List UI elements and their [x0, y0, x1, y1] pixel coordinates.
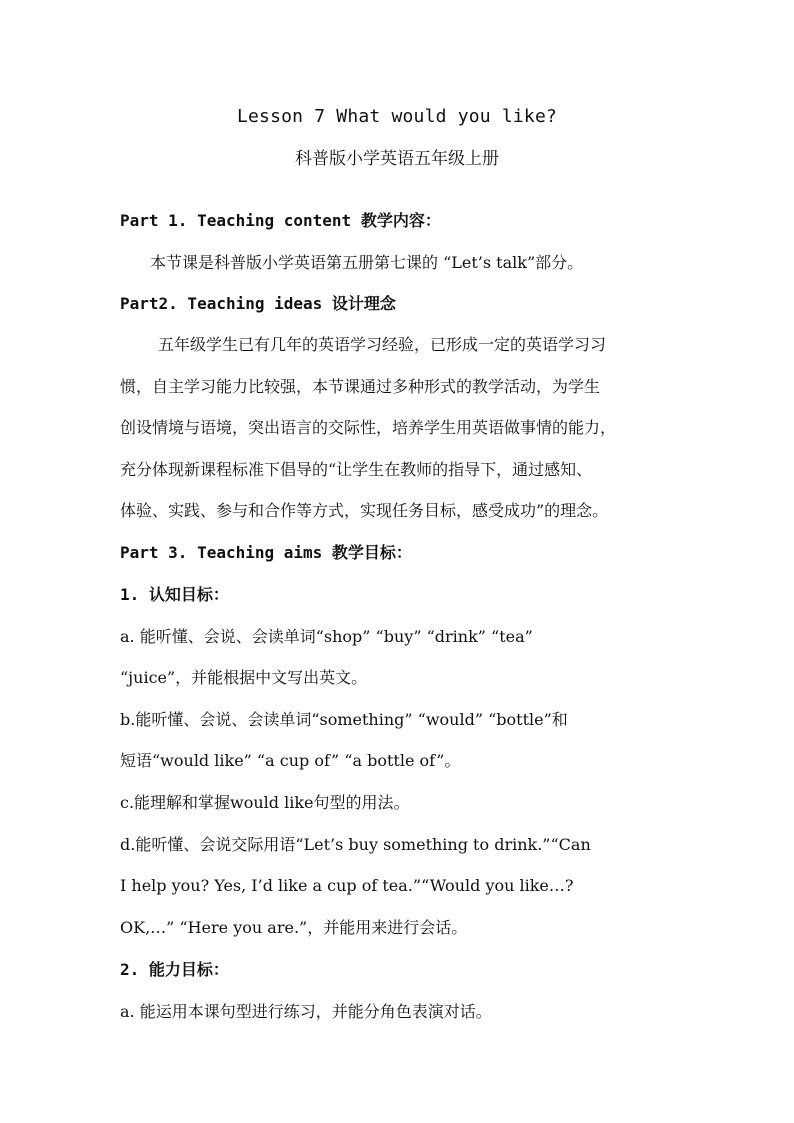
goal-a-line: “juice”，并能根据中文写出英文。	[120, 668, 368, 687]
goal-d-line: d.能听懂、会说交际用语“Let’s buy something to drink.”“Can	[120, 835, 591, 854]
part1-text: 本节课是科普版小学英语第五册第七课的 “Let’s talk”部分。	[150, 253, 584, 272]
part2-paragraph-line: 惯，自主学习能力比较强，本节课通过多种形式的教学活动，为学生	[120, 377, 601, 396]
part2-paragraph-line: 创设情境与语境，突出语言的交际性，培养学生用英语做事情的能力，	[120, 418, 617, 437]
ability-goal-a-line: a. 能运用本课句型进行练习，并能分角色表演对话。	[120, 1002, 492, 1021]
ability-goals-heading: 2. 能力目标：	[120, 960, 229, 979]
goal-d-line: OK,…” “Here you are.”，并能用来进行会话。	[120, 918, 468, 937]
part2-paragraph-line: 充分体现新课程标准下倡导的“让学生在教师的指导下，通过感知、	[120, 460, 593, 479]
page-title: Lesson 7 What would you like?	[236, 106, 558, 127]
cognitive-goals-heading: 1. 认知目标：	[120, 585, 229, 604]
part2-paragraph-line: 体验、实践、参与和合作等方式，实现任务目标，感受成功”的理念。	[120, 501, 609, 520]
goal-a-line: a. 能听懂、会说、会读单词“shop” “buy” “drink” “tea”	[120, 627, 533, 646]
page-subtitle: 科普版小学英语五年级上册	[295, 149, 499, 169]
goal-b-line: 短语“would like” “a cup of” “a bottle of”。	[120, 751, 461, 770]
goal-c-line: c.能理解和掌握would like句型的用法。	[120, 793, 410, 812]
part2-heading: Part2. Teaching ideas 设计理念	[120, 294, 396, 313]
part1-heading: Part 1. Teaching content 教学内容：	[120, 211, 441, 230]
goal-b-line: b.能听懂、会说、会读单词“something” “would” “bottle”和	[120, 710, 568, 729]
part2-paragraph-line: 五年级学生已有几年的英语学习经验，已形成一定的英语学习习	[158, 335, 607, 354]
goal-d-line: I help you? Yes, I’d like a cup of tea.”“Would you like…?	[120, 876, 574, 895]
part3-heading: Part 3. Teaching aims 教学目标：	[120, 543, 412, 562]
